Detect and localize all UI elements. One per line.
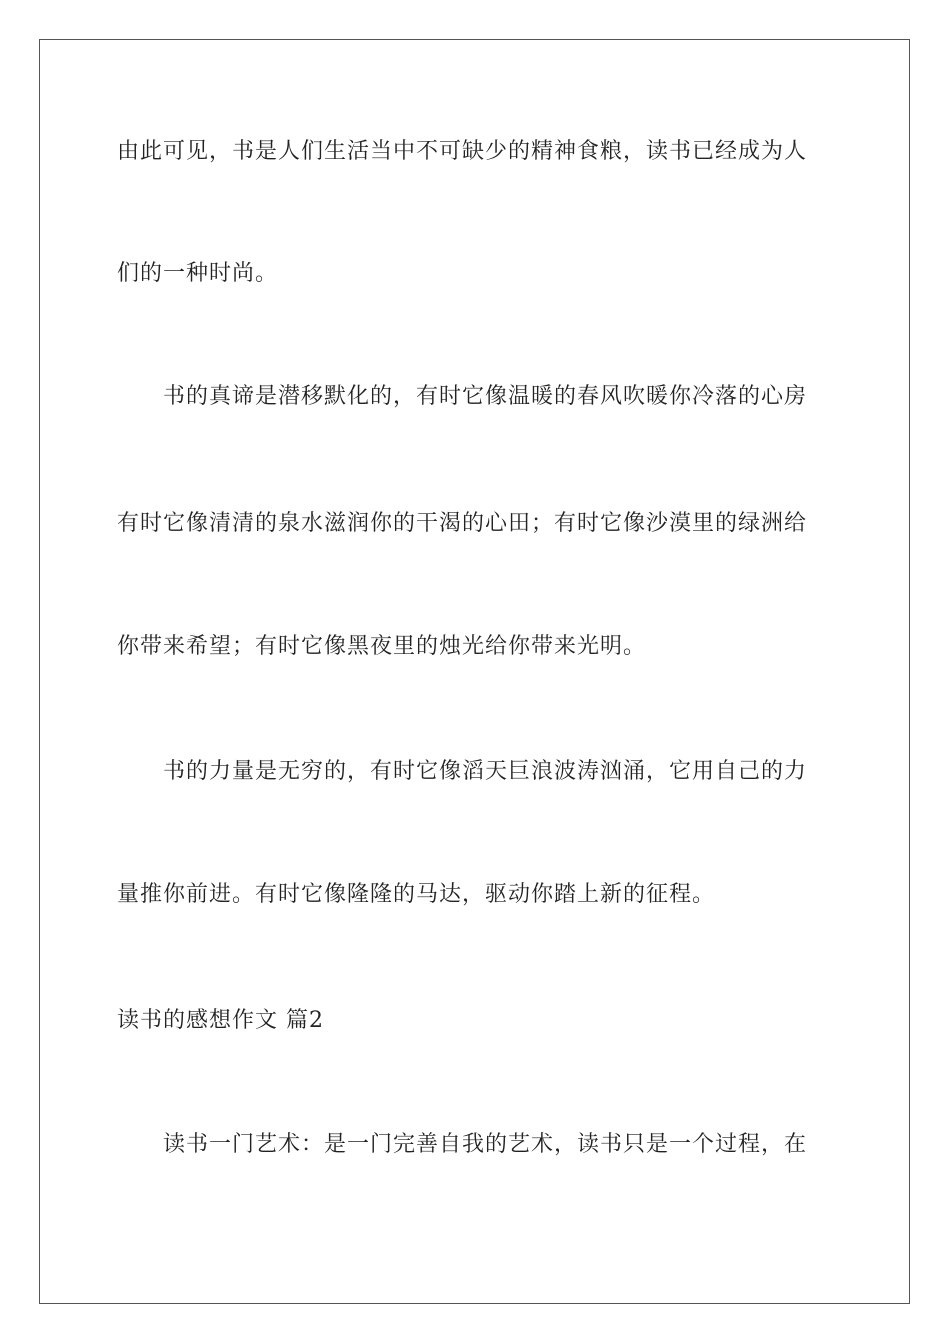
body-text-line: 量推你前进。有时它像隆隆的马达，驱动你踏上新的征程。: [117, 882, 716, 907]
section-heading: 读书的感想作文 篇2: [117, 1008, 324, 1033]
body-text-line: 由此可见，书是人们生活当中不可缺少的精神食粮，读书已经成为人: [117, 139, 808, 164]
body-text-line: 有时它像清清的泉水滋润你的干渴的心田；有时它像沙漠里的绿洲给: [117, 511, 808, 536]
page-border: [39, 39, 910, 1304]
paragraph-start-line: 书的真谛是潜移默化的，有时它像温暖的春风吹暖你冷落的心房: [163, 384, 808, 409]
body-text-line: 们的一种时尚。: [117, 261, 279, 286]
paragraph-start-line: 读书一门艺术：是一门完善自我的艺术，读书只是一个过程，在: [163, 1132, 808, 1157]
body-text-line: 你带来希望；有时它像黑夜里的烛光给你带来光明。: [117, 634, 647, 659]
paragraph-start-line: 书的力量是无穷的，有时它像滔天巨浪波涛汹涌，它用自己的力: [163, 759, 808, 784]
